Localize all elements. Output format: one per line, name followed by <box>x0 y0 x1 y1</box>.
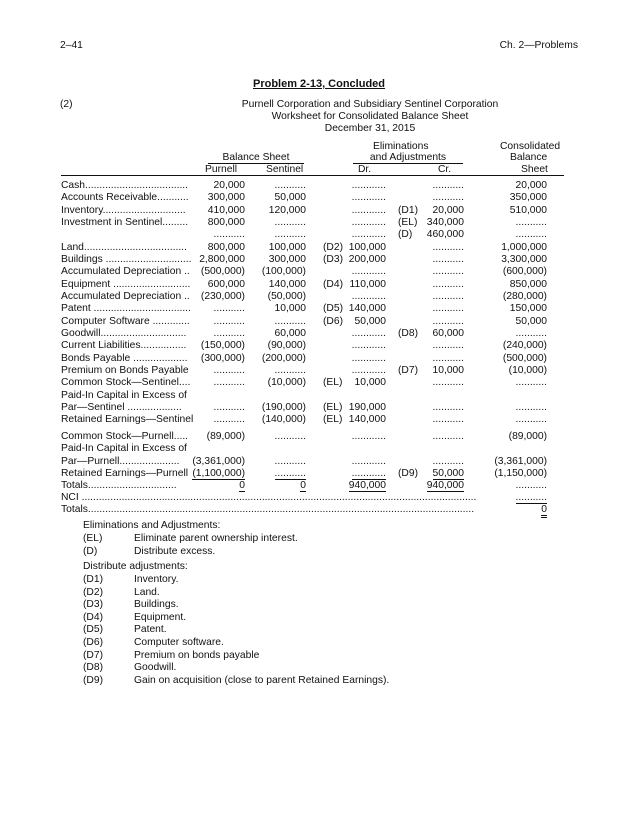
debit-value: ............ <box>351 266 386 277</box>
sentinel-value: (190,000) <box>261 402 306 413</box>
credit-code: (D8) <box>398 328 419 339</box>
credit-value: 20,000 <box>432 205 464 216</box>
consolidated-value: ........... <box>515 414 547 425</box>
row-label: Bonds Payable ................... <box>61 353 188 364</box>
debit-code: (EL) <box>323 377 343 388</box>
sentinel-value: ........... <box>274 217 306 228</box>
credit-value: 940,000 <box>426 480 464 491</box>
debit-value: 100,000 <box>348 242 386 253</box>
legend-heading-distribute: Distribute adjustments: <box>83 561 188 572</box>
debit-value: ............ <box>351 340 386 351</box>
purnell-value: 20,000 <box>213 180 245 191</box>
legend-code: (D1) <box>83 574 104 585</box>
debit-value: 10,000 <box>354 377 386 388</box>
credit-value: ........... <box>432 279 464 290</box>
purnell-value: (500,000) <box>200 266 245 277</box>
table-row <box>0 266 638 278</box>
credit-value: 10,000 <box>432 365 464 376</box>
debit-value: ............ <box>351 180 386 191</box>
credit-value: ........... <box>432 353 464 364</box>
debit-value: ............ <box>351 229 386 240</box>
purnell-value: ........... <box>213 229 245 240</box>
legend-text: Goodwill. <box>134 662 177 674</box>
purnell-value: (230,000) <box>200 291 245 302</box>
debit-code: (D4) <box>323 279 344 290</box>
debit-value: 50,000 <box>354 316 386 327</box>
debit-value: 140,000 <box>348 414 386 425</box>
sentinel-value: ........... <box>274 468 306 479</box>
table-row <box>0 402 638 414</box>
credit-value: ........... <box>432 242 464 253</box>
table-row <box>0 254 638 266</box>
legend-item <box>83 650 503 662</box>
consolidated-value: ........... <box>515 377 547 388</box>
purnell-value: ........... <box>213 377 245 388</box>
table-row <box>0 340 638 352</box>
header-sentinel: Sentinel <box>266 164 304 175</box>
sentinel-value: ........... <box>274 180 306 191</box>
consolidated-value: (600,000) <box>502 266 547 277</box>
table-row <box>0 492 638 504</box>
table-row <box>0 414 638 426</box>
chapter-label: Ch. 2—Problems <box>499 40 578 51</box>
legend-item <box>83 546 503 558</box>
row-label: Common Stock—Sentinel.... <box>61 377 191 388</box>
credit-code: (D1) <box>398 205 419 216</box>
sentinel-value: ........... <box>274 456 306 467</box>
header-rule <box>61 164 564 176</box>
row-label: NCI .......................................................................................................................................... <box>61 492 477 503</box>
row-label: Retained Earnings—Purnell <box>61 468 189 479</box>
credit-value: ........... <box>432 303 464 314</box>
credit-value: ........... <box>432 402 464 413</box>
table-row <box>0 242 638 254</box>
legend-item <box>83 599 503 611</box>
row-label: Par—Sentinel ................... <box>61 402 182 413</box>
purnell-value: (300,000) <box>200 353 245 364</box>
legend-code: (D4) <box>83 611 104 623</box>
credit-value: ........... <box>432 414 464 425</box>
consolidated-value: (1,150,000) <box>494 468 547 479</box>
legend-text: Computer software. <box>134 637 224 648</box>
header-cr: Cr. <box>438 164 452 175</box>
sentinel-value: (90,000) <box>267 340 306 351</box>
credit-value: ........... <box>432 377 464 388</box>
table-row <box>0 480 638 492</box>
credit-value: ........... <box>432 291 464 302</box>
row-label: Paid-In Capital in Excess of <box>61 443 187 454</box>
legend-text: Eliminate parent ownership interest. <box>134 533 298 544</box>
legend-text: Premium on bonds payable <box>134 649 260 661</box>
legend-code: (D2) <box>83 586 104 598</box>
table-row <box>0 377 638 389</box>
legend-item <box>83 612 503 624</box>
row-label: Premium on Bonds Payable <box>61 365 189 376</box>
row-label: Land.................................... <box>61 242 187 253</box>
table-row <box>0 291 638 303</box>
header-balance-sheet: Balance Sheet <box>208 152 304 164</box>
debit-value: 110,000 <box>349 279 386 290</box>
row-label: Accumulated Depreciation .. <box>61 266 190 277</box>
debit-code: (D2) <box>323 242 344 253</box>
sentinel-value: (10,000) <box>267 377 306 388</box>
table-row <box>0 303 638 315</box>
credit-code: (D9) <box>398 468 419 479</box>
credit-value: ........... <box>432 316 464 327</box>
sentinel-value: 50,000 <box>274 192 306 203</box>
purnell-value: ........... <box>213 365 245 376</box>
table-row <box>0 180 638 192</box>
sentinel-value: 120,000 <box>268 205 306 216</box>
consolidated-value: 50,000 <box>515 316 547 327</box>
legend-item <box>83 533 503 545</box>
credit-code: (D) <box>398 229 413 240</box>
row-label: Cash.................................... <box>61 180 189 191</box>
legend-text: Gain on acquisition (close to parent Retained Earnings). <box>134 674 390 686</box>
table-row <box>0 443 638 455</box>
purnell-value: (150,000) <box>200 340 245 351</box>
purnell-value: 600,000 <box>207 279 245 290</box>
sentinel-value: ........... <box>274 229 306 240</box>
header-balance: Balance <box>510 152 548 163</box>
legend-text: Equipment. <box>134 611 187 623</box>
header-dr: Dr. <box>358 164 372 175</box>
row-label: Par—Purnell..................... <box>61 456 180 467</box>
header-sheet: Sheet <box>521 164 548 175</box>
credit-value: ........... <box>432 254 464 265</box>
consolidated-value: 0 <box>541 504 547 518</box>
table-row <box>0 390 638 402</box>
purnell-value: (89,000) <box>206 431 245 442</box>
row-label: Goodwill.............................. <box>61 328 187 339</box>
sentinel-value: 140,000 <box>268 279 306 290</box>
legend-text: Patent. <box>134 624 167 636</box>
sentinel-value: 100,000 <box>268 242 306 253</box>
legend-item <box>83 574 503 586</box>
sentinel-value: 0 <box>300 480 306 491</box>
credit-value: ........... <box>432 266 464 277</box>
sentinel-value: 60,000 <box>274 328 306 339</box>
table-row <box>0 431 638 443</box>
consolidated-value: 20,000 <box>515 180 547 191</box>
page-number: 2–41 <box>60 40 83 51</box>
credit-value: ........... <box>432 180 464 191</box>
row-label: Totals....................................................................................................................................... <box>61 504 475 515</box>
legend-code: (D) <box>83 545 98 557</box>
row-label: Investment in Sentinel......... <box>61 217 189 228</box>
table-row <box>0 353 638 365</box>
purnell-value: 0 <box>239 480 245 491</box>
consolidated-value: 1,000,000 <box>501 242 547 253</box>
sentinel-value: ........... <box>274 431 306 442</box>
debit-value: ............ <box>351 205 386 216</box>
row-label: Totals............................... <box>61 480 177 491</box>
consolidated-value: (89,000) <box>508 431 547 442</box>
debit-value: ............ <box>351 217 386 228</box>
credit-value: 60,000 <box>432 328 464 339</box>
header-and-adjustments: and Adjustments <box>353 152 463 164</box>
purnell-value: (3,361,000) <box>192 456 245 467</box>
consolidated-value: (3,361,000) <box>494 456 547 467</box>
credit-value: 50,000 <box>432 468 464 479</box>
purnell-value: 300,000 <box>207 192 245 203</box>
legend-item <box>83 662 503 674</box>
debit-value: ............ <box>351 291 386 302</box>
consolidated-value: 850,000 <box>509 279 547 290</box>
debit-code: (D6) <box>323 316 344 327</box>
purnell-value: 2,800,000 <box>199 254 245 265</box>
debit-value: 140,000 <box>348 303 386 314</box>
legend-text: Distribute excess. <box>134 545 216 557</box>
table-row <box>0 217 638 229</box>
purnell-value: ........... <box>213 316 245 327</box>
legend-code: (EL) <box>83 533 103 544</box>
consolidated-value: (10,000) <box>508 365 547 376</box>
row-label: Retained Earnings—Sentinel <box>61 414 194 425</box>
credit-value: ........... <box>432 192 464 203</box>
table-row <box>0 504 638 516</box>
header-consolidated: Consolidated <box>500 141 561 152</box>
legend-heading-eliminations: Eliminations and Adjustments: <box>83 520 221 531</box>
consolidated-value: 350,000 <box>509 192 547 203</box>
consolidated-value: ........... <box>515 480 547 491</box>
debit-value: ............ <box>351 456 386 467</box>
legend-item <box>83 587 503 599</box>
purnell-value: 800,000 <box>207 242 245 253</box>
worksheet-date: December 31, 2015 <box>324 123 416 134</box>
sentinel-value: 10,000 <box>274 303 306 314</box>
row-label: Inventory............................. <box>61 205 186 216</box>
sentinel-value: ........... <box>274 365 306 376</box>
table-row <box>0 328 638 340</box>
row-label: Equipment ........................... <box>61 279 191 290</box>
worksheet-company: Purnell Corporation and Subsidiary Sentinel Corporation <box>241 99 499 110</box>
sentinel-value: (140,000) <box>261 414 306 425</box>
legend-code: (D6) <box>83 637 104 648</box>
row-label: Common Stock—Purnell..... <box>61 431 189 442</box>
sentinel-value: (50,000) <box>267 291 306 302</box>
consolidated-value: ........... <box>515 492 547 503</box>
header-eliminations: Eliminations <box>373 141 429 152</box>
table-row <box>0 279 638 291</box>
table-row <box>0 456 638 468</box>
worksheet-title: Worksheet for Consolidated Balance Sheet <box>271 111 469 122</box>
row-label: Current Liabilities................ <box>61 340 187 351</box>
consolidated-value: 3,300,000 <box>501 254 547 265</box>
legend-item <box>83 624 503 636</box>
credit-value: 460,000 <box>426 229 464 240</box>
purnell-value: 410,000 <box>207 205 245 216</box>
row-label: Patent .................................. <box>61 303 191 314</box>
problem-title: Problem 2-13, Concluded <box>252 78 386 90</box>
debit-value: 190,000 <box>348 402 386 413</box>
debit-value: ............ <box>351 365 386 376</box>
credit-code: (EL) <box>398 217 418 228</box>
table-row <box>0 205 638 217</box>
debit-code: (EL) <box>323 402 343 413</box>
purnell-value: ........... <box>213 414 245 425</box>
sentinel-value: (200,000) <box>261 353 306 364</box>
legend-text: Inventory. <box>134 574 179 585</box>
header-purnell: Purnell <box>205 164 238 175</box>
table-row <box>0 316 638 328</box>
consolidated-value: (500,000) <box>502 353 547 364</box>
purnell-value: 800,000 <box>207 217 245 228</box>
credit-value: ........... <box>432 431 464 442</box>
row-label: Buildings .............................. <box>61 254 192 265</box>
table-row <box>0 192 638 204</box>
legend-code: (D7) <box>83 649 104 661</box>
consolidated-value: 510,000 <box>509 205 547 216</box>
purnell-value: (1,100,000) <box>192 468 245 479</box>
debit-value: 200,000 <box>348 254 386 265</box>
legend-code: (D9) <box>83 674 104 686</box>
row-label: Accounts Receivable........... <box>61 192 189 203</box>
row-label: Paid-In Capital in Excess of <box>61 390 187 401</box>
purnell-value: ........... <box>213 303 245 314</box>
row-label: Accumulated Depreciation .. <box>61 291 190 302</box>
sentinel-value: (100,000) <box>261 266 306 277</box>
debit-value: ............ <box>351 431 386 442</box>
purnell-value: ........... <box>213 402 245 413</box>
consolidated-value: (280,000) <box>502 291 547 302</box>
legend-code: (D3) <box>83 599 104 611</box>
debit-code: (EL) <box>323 414 343 425</box>
debit-value: ............ <box>351 192 386 203</box>
sentinel-value: 300,000 <box>268 254 306 265</box>
table-row <box>0 229 638 241</box>
debit-value: ............ <box>351 353 386 364</box>
row-label: Computer Software ............. <box>61 316 190 327</box>
legend-text: Buildings. <box>134 599 179 611</box>
debit-value: ............ <box>351 328 386 339</box>
debit-value: ............ <box>351 468 386 479</box>
credit-code: (D7) <box>398 365 419 376</box>
purnell-value: ........... <box>213 328 245 339</box>
debit-code: (D5) <box>323 303 344 314</box>
legend-item <box>83 637 503 649</box>
table-row <box>0 365 638 377</box>
legend-code: (D8) <box>83 662 104 674</box>
credit-value: 340,000 <box>426 217 464 228</box>
credit-value: ........... <box>432 340 464 351</box>
legend-text: Land. <box>134 586 160 598</box>
consolidated-value: (240,000) <box>502 340 547 351</box>
consolidated-value: 150,000 <box>509 303 547 314</box>
legend-item <box>83 675 503 687</box>
consolidated-value: ........... <box>515 328 547 339</box>
legend-code: (D5) <box>83 624 104 636</box>
sentinel-value: ........... <box>274 316 306 327</box>
credit-value: ........... <box>432 456 464 467</box>
consolidated-value: ........... <box>515 402 547 413</box>
consolidated-value: ........... <box>515 217 547 228</box>
debit-code: (D3) <box>323 254 344 265</box>
table-row <box>0 468 638 480</box>
part-number: (2) <box>60 99 73 110</box>
consolidated-value: ........... <box>515 229 547 240</box>
debit-value: 940,000 <box>348 480 386 491</box>
